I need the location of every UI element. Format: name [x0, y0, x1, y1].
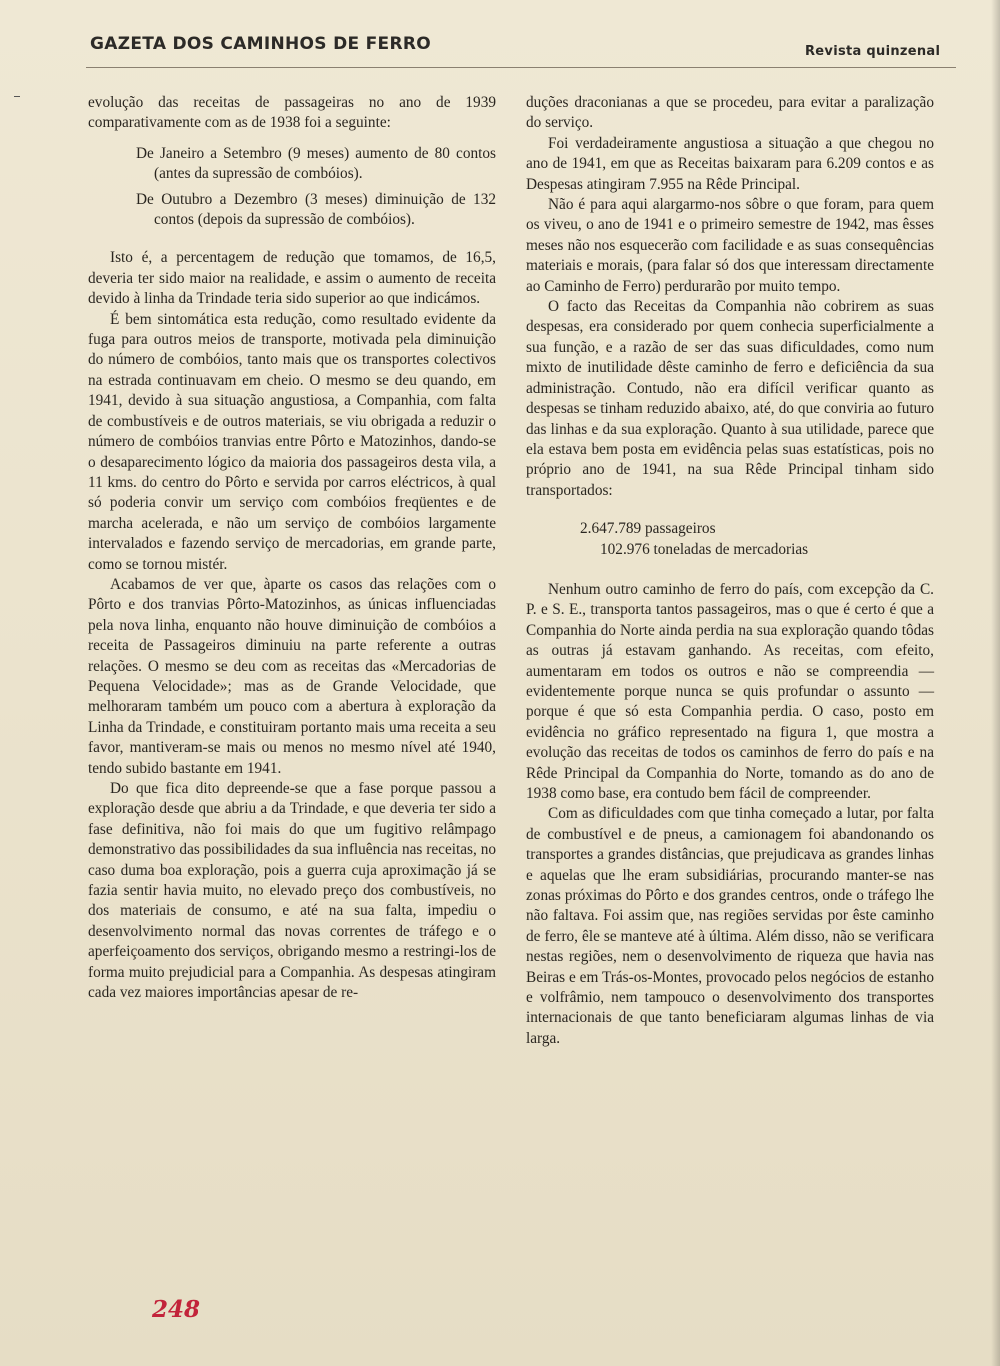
margin-mark [14, 96, 20, 97]
paragraph: Isto é, a percentagem de redução que tomamos, de 16,5, deveria ter sido maior na realidade, e assim o aumento de receita devido à linha da Trindade teria sido superior ao que indicámos. [88, 249, 496, 308]
paragraph: evolução das receitas de passageiras no ano de 1939 comparativamente com as de 1938 foi a seguinte: [88, 94, 496, 132]
right-column [526, 93, 934, 1049]
paragraph: duções draconianas a que se procedeu, para evitar a paralização do serviço. [526, 94, 934, 132]
paragraph: O facto das Receitas da Companhia não cobrirem as suas despesas, era considerado por quem conhecia superficialmente a sua função, e a razão de ser das suas dificuldades, como num mixto de inutilidade dêste caminho de ferro e deficiência da sua administração. Contudo, não era difícil verificar quanto as despesas se tinham reduzido abaixo, até, do que conviria ao futuro das linhas e da sua exploração. Quanto à sua utilidade, parece que ela estava bem posta em evidência pelas suas estatísticas, pois no próprio ano de 1941, na sua Rêde Principal tinham sido transportados: [526, 298, 934, 499]
quoted-figure: De Janeiro a Setembro (9 meses) aumento de 80 contos (antes da supressão de combóios). [136, 144, 496, 183]
paragraph: Foi verdadeiramente angustiosa a situação a que chegou no ano de 1941, em que as Receitas baixaram para 6.209 contos e as Despesas atingiram 7.955 na Rêde Principal. [526, 134, 934, 193]
statistics-block [526, 519, 934, 560]
paragraph: Não é para aqui alargarmo-nos sôbre o que foram, para quem os viveu, o ano de 1941 e o primeiro semestre de 1942, mas êsses meses não nos esquecerão com facilidade e as suas consequências materiais e morais, (para falar só dos que interessam directamente ao Caminho de Ferro) perdurarão por muito tempo. [526, 196, 934, 295]
paragraph: Nenhum outro caminho de ferro do país, com excepção da C. P. e S. E., transporta tantos passageiros, mas o que é certo é que a Companhia do Norte ainda perdia na sua exploração quando tôdas as outras já estavam ganhando. As receitas, com efeito, aumentaram em todos os outros e não se compreendia — evidentemente porque nunca se quis profundar o assunto — porque é que só esta Companhia perdia. O caso, posto em evidência no gráfico representado na figura 1, que mostra a evolução das receitas de todos os caminhos de ferro do país e na Rêde Principal da Companhia do Norte, tomando as do ano de 1938 como base, era contudo bem fácil de compreender. [526, 580, 934, 802]
paragraph: É bem sintomática esta redução, como resultado evidente da fuga para outros meios de transporte, motivada pela diminuição do número de combóios, tanto mais que os transportes colectivos na estrada continuavam em cheio. O mesmo se deu quando, em 1941, devido à sua situação angustiosa, a Companhia, com falta de combustíveis e de outros materiais, se viu obrigada a reduzir o número de combóios tranvias entre Pôrto e Matozinhos, dando-se o desaparecimento lógico da maioria dos passageiros desta vila, a 11 kms. do centro do Pôrto e servida por carros eléctricos, à qual só poderia convir um serviço com combóios freqüentes e de marcha acelerada, e não um serviço de combóios largamente intervalados e fazendo serviço de mercadorias, em grande parte, como se tornou mistér. [88, 310, 496, 573]
journal-subtitle: Revista quinzenal [805, 44, 941, 59]
paragraph: Com as dificuldades com que tinha começado a lutar, por falta de combustível e de pneus, a camionagem foi abandonando os transportes a grandes distâncias, que prejudicava as grandes linhas e aquelas que lhe eram subsidiárias, procurando manter-se nas zonas próximas do Pôrto e dos grandes centros, onde o tráfego lhe não faltava. Foi assim que, nas regiões servidas por êste caminho de ferro, êle se manteve até à última. Além disso, não se verificara nestas regiões, nem o desenvolvimento de riqueza que havia nas Beiras e em Trás-os-Montes, provocado pelos negócios de estanho e volfrâmio, nem tampouco o desenvolvimento dos transportes internacionais de que tanto beneficiaram algumas linhas de via larga. [526, 805, 934, 1047]
page-number: 248 [152, 1296, 201, 1323]
paragraph: Do que fica dito depreende-se que a fase porque passou a exploração desde que abriu a da Trindade, e que deveria ter sido a fase definitiva, não foi mais do que um fugitivo relâmpago demonstrativo das possibilidades da sua influência nas receitas, no caso duma boa exploração, pois a guerra cuja aproximação já se fazia sentir havia muito, no elevado preço dos combustíveis, no dos materiais de consumo, e até na sua falta, impediu o desenvolvimento normal das novas correntes de tráfego e o aperfeiçoamento dos serviços, obrigando mesmo a restringi-los de forma muito prejudicial para a Companhia. As despesas atingiram cada vez maiores importâncias apesar de re- [88, 780, 496, 1002]
left-column [88, 93, 496, 1003]
journal-title: GAZETA DOS CAMINHOS DE FERRO [90, 34, 431, 54]
header-divider [86, 67, 956, 68]
paragraph: Acabamos de ver que, àparte os casos das relações com o Pôrto e dos tranvias Pôrto-Matozinhos, as únicas influenciadas pela nova linha, enquanto não houve diminuição de combóios a receita de Passageiros diminuiu na parte referente a outras relações. O mesmo se deu com as receitas das «Mercadorias de Pequena Velocidade»; mas as de Grande Velocidade, que melhoraram também um pouco com a abertura à exploração da Linha da Trindade, e constituiram portanto mais uma receita a seu favor, mantiveram-se mais ou menos no mesmo nível até 1940, tendo subido bastante em 1941. [88, 575, 496, 777]
statistic-passengers: 2.647.789 passageiros [580, 520, 716, 538]
statistic-goods: 102.976 toneladas de mercadorias [600, 540, 809, 558]
page-fold-shadow [991, 0, 1000, 1366]
quoted-figure: De Outubro a Dezembro (3 meses) diminuição de 132 contos (depois da supressão de combóios). [136, 190, 496, 229]
